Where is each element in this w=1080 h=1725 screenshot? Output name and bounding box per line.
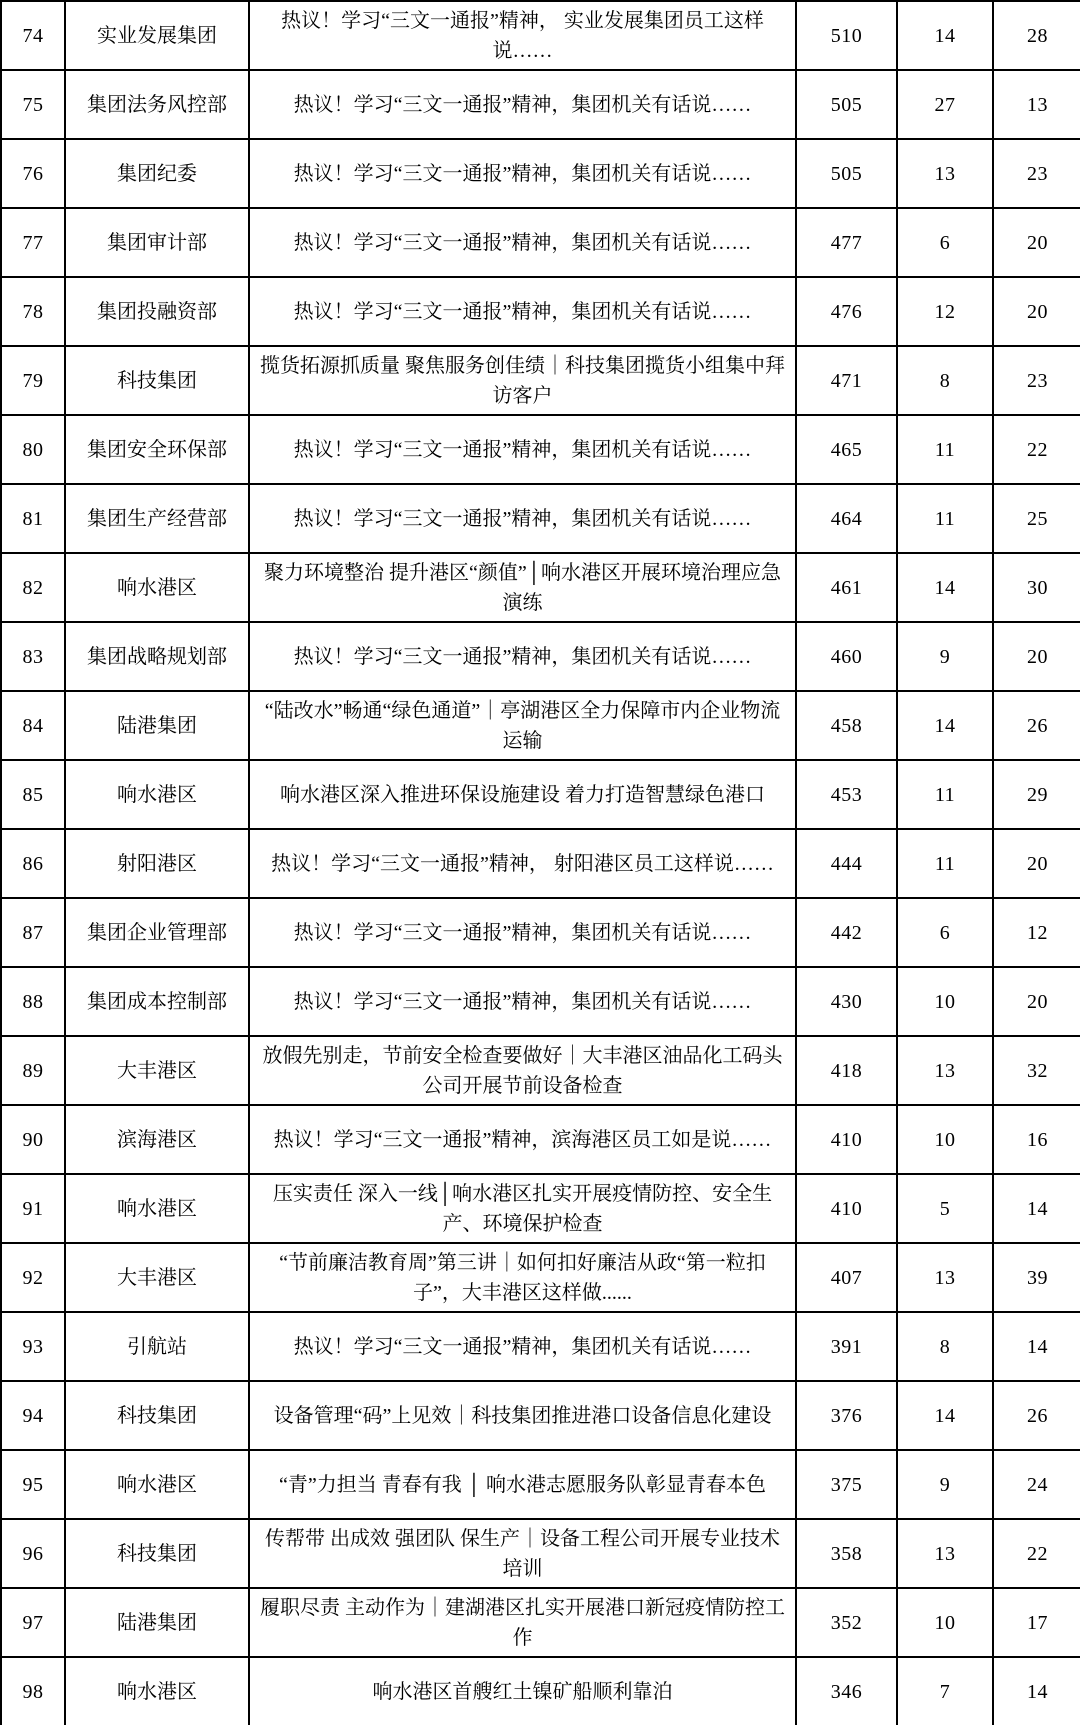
value3-cell: 22 [993,415,1080,484]
table-row [1,1519,1080,1588]
value3-cell: 23 [993,346,1080,415]
unit-name-cell: 集团生产经营部 [65,484,249,553]
value2-cell: 10 [897,1588,993,1657]
unit-name-cell: 大丰港区 [65,1036,249,1105]
value2-cell: 10 [897,1105,993,1174]
row-number-cell: 77 [1,208,65,277]
article-title-cell: 放假先别走，节前安全检查要做好｜大丰港区油品化工码头公司开展节前设备检查 [249,1036,796,1105]
unit-name-cell: 响水港区 [65,1174,249,1243]
unit-name-cell: 响水港区 [65,760,249,829]
table-row [1,208,1080,277]
table-row [1,1657,1080,1725]
row-number-cell: 82 [1,553,65,622]
value1-cell: 444 [796,829,897,898]
article-title-cell: 热议！学习“三文一通报”精神，集团机关有话说…… [249,139,796,208]
value1-cell: 418 [796,1036,897,1105]
table-row [1,691,1080,760]
table-row [1,760,1080,829]
table-row [1,415,1080,484]
unit-name-cell: 滨海港区 [65,1105,249,1174]
article-title-cell: “节前廉洁教育周”第三讲｜如何扣好廉洁从政“第一粒扣子”，大丰港区这样做...... [249,1243,796,1312]
value2-cell: 10 [897,967,993,1036]
value1-cell: 430 [796,967,897,1036]
row-number-cell: 78 [1,277,65,346]
value1-cell: 346 [796,1657,897,1725]
unit-name-cell: 集团成本控制部 [65,967,249,1036]
article-title-cell: 揽货拓源抓质量 聚焦服务创佳绩｜科技集团揽货小组集中拜访客户 [249,346,796,415]
value3-cell: 20 [993,208,1080,277]
article-title-cell: 热议！学习“三文一通报”精神，滨海港区员工如是说…… [249,1105,796,1174]
article-title-cell: 热议！学习“三文一通报”精神，集团机关有话说…… [249,277,796,346]
row-number-cell: 98 [1,1657,65,1725]
article-title-cell: 热议！学习“三文一通报”精神，集团机关有话说…… [249,208,796,277]
row-number-cell: 75 [1,70,65,139]
value3-cell: 24 [993,1450,1080,1519]
unit-name-cell: 集团企业管理部 [65,898,249,967]
article-title-cell: 热议！学习“三文一通报”精神，集团机关有话说…… [249,70,796,139]
value2-cell: 14 [897,1,993,70]
table-row [1,1381,1080,1450]
article-title-cell: “陆改水”畅通“绿色通道”｜亭湖港区全力保障市内企业物流运输 [249,691,796,760]
value3-cell: 26 [993,691,1080,760]
row-number-cell: 97 [1,1588,65,1657]
row-number-cell: 80 [1,415,65,484]
table-row [1,1105,1080,1174]
value2-cell: 13 [897,139,993,208]
report-table-body [1,1,1080,1725]
value3-cell: 16 [993,1105,1080,1174]
value2-cell: 9 [897,1450,993,1519]
value2-cell: 12 [897,277,993,346]
article-title-cell: 响水港区深入推进环保设施建设 着力打造智慧绿色港口 [249,760,796,829]
unit-name-cell: 集团法务风控部 [65,70,249,139]
value1-cell: 410 [796,1174,897,1243]
row-number-cell: 88 [1,967,65,1036]
table-row [1,967,1080,1036]
row-number-cell: 79 [1,346,65,415]
row-number-cell: 93 [1,1312,65,1381]
unit-name-cell: 集团投融资部 [65,277,249,346]
row-number-cell: 84 [1,691,65,760]
article-title-cell: 响水港区首艘红土镍矿船顺利靠泊 [249,1657,796,1725]
unit-name-cell: 响水港区 [65,553,249,622]
value2-cell: 8 [897,346,993,415]
value2-cell: 14 [897,1381,993,1450]
unit-name-cell: 实业发展集团 [65,1,249,70]
value1-cell: 410 [796,1105,897,1174]
row-number-cell: 83 [1,622,65,691]
value1-cell: 358 [796,1519,897,1588]
value2-cell: 14 [897,691,993,760]
value3-cell: 20 [993,622,1080,691]
row-number-cell: 74 [1,1,65,70]
value1-cell: 505 [796,139,897,208]
table-row [1,346,1080,415]
value1-cell: 391 [796,1312,897,1381]
unit-name-cell: 响水港区 [65,1657,249,1725]
unit-name-cell: 科技集团 [65,1519,249,1588]
value3-cell: 20 [993,277,1080,346]
row-number-cell: 76 [1,139,65,208]
row-number-cell: 91 [1,1174,65,1243]
table-row [1,484,1080,553]
table-row [1,70,1080,139]
table-row [1,1450,1080,1519]
value3-cell: 26 [993,1381,1080,1450]
row-number-cell: 96 [1,1519,65,1588]
unit-name-cell: 科技集团 [65,346,249,415]
value3-cell: 14 [993,1312,1080,1381]
article-title-cell: 履职尽责 主动作为｜建湖港区扎实开展港口新冠疫情防控工作 [249,1588,796,1657]
value2-cell: 6 [897,208,993,277]
value3-cell: 12 [993,898,1080,967]
value2-cell: 14 [897,553,993,622]
table-row [1,553,1080,622]
table-row [1,1243,1080,1312]
value3-cell: 17 [993,1588,1080,1657]
value3-cell: 23 [993,139,1080,208]
value1-cell: 477 [796,208,897,277]
value1-cell: 442 [796,898,897,967]
value2-cell: 7 [897,1657,993,1725]
value1-cell: 375 [796,1450,897,1519]
value1-cell: 461 [796,553,897,622]
unit-name-cell: 集团审计部 [65,208,249,277]
value3-cell: 20 [993,967,1080,1036]
value2-cell: 13 [897,1243,993,1312]
value3-cell: 29 [993,760,1080,829]
value3-cell: 20 [993,829,1080,898]
row-number-cell: 87 [1,898,65,967]
article-title-cell: 热议！学习“三文一通报”精神，集团机关有话说…… [249,967,796,1036]
unit-name-cell: 科技集团 [65,1381,249,1450]
value3-cell: 13 [993,70,1080,139]
article-title-cell: 热议！学习“三文一通报”精神，集团机关有话说…… [249,1312,796,1381]
table-row [1,1174,1080,1243]
value2-cell: 13 [897,1036,993,1105]
table-row [1,898,1080,967]
value2-cell: 9 [897,622,993,691]
value1-cell: 505 [796,70,897,139]
table-row [1,139,1080,208]
value2-cell: 27 [897,70,993,139]
value3-cell: 22 [993,1519,1080,1588]
table-row [1,277,1080,346]
row-number-cell: 90 [1,1105,65,1174]
value1-cell: 376 [796,1381,897,1450]
unit-name-cell: 集团战略规划部 [65,622,249,691]
value1-cell: 460 [796,622,897,691]
value2-cell: 11 [897,760,993,829]
unit-name-cell: 响水港区 [65,1450,249,1519]
table-row [1,1,1080,70]
article-title-cell: 压实责任 深入一线│响水港区扎实开展疫情防控、安全生产、环境保护检查 [249,1174,796,1243]
value2-cell: 11 [897,484,993,553]
value1-cell: 453 [796,760,897,829]
row-number-cell: 85 [1,760,65,829]
row-number-cell: 86 [1,829,65,898]
table-row [1,622,1080,691]
value2-cell: 5 [897,1174,993,1243]
article-title-cell: 热议！学习“三文一通报”精神， 射阳港区员工这样说…… [249,829,796,898]
value1-cell: 465 [796,415,897,484]
article-title-cell: 热议！学习“三文一通报”精神，集团机关有话说…… [249,622,796,691]
value2-cell: 6 [897,898,993,967]
table-row [1,829,1080,898]
unit-name-cell: 射阳港区 [65,829,249,898]
value2-cell: 11 [897,829,993,898]
value2-cell: 11 [897,415,993,484]
row-number-cell: 92 [1,1243,65,1312]
value1-cell: 471 [796,346,897,415]
value1-cell: 407 [796,1243,897,1312]
unit-name-cell: 集团纪委 [65,139,249,208]
value3-cell: 39 [993,1243,1080,1312]
article-title-cell: 热议！学习“三文一通报”精神，集团机关有话说…… [249,898,796,967]
value3-cell: 25 [993,484,1080,553]
article-title-cell: 热议！学习“三文一通报”精神，集团机关有话说…… [249,484,796,553]
article-title-cell: 传帮带 出成效 强团队 保生产｜设备工程公司开展专业技术培训 [249,1519,796,1588]
table-row [1,1312,1080,1381]
value3-cell: 14 [993,1657,1080,1725]
table-row [1,1036,1080,1105]
row-number-cell: 95 [1,1450,65,1519]
article-title-cell: “青”力担当 青春有我 │ 响水港志愿服务队彰显青春本色 [249,1450,796,1519]
unit-name-cell: 陆港集团 [65,1588,249,1657]
article-title-cell: 热议！学习“三文一通报”精神， 实业发展集团员工这样说…… [249,1,796,70]
row-number-cell: 94 [1,1381,65,1450]
value1-cell: 352 [796,1588,897,1657]
row-number-cell: 89 [1,1036,65,1105]
unit-name-cell: 大丰港区 [65,1243,249,1312]
table-row [1,1588,1080,1657]
value2-cell: 8 [897,1312,993,1381]
value3-cell: 32 [993,1036,1080,1105]
unit-name-cell: 引航站 [65,1312,249,1381]
value1-cell: 464 [796,484,897,553]
article-title-cell: 热议！学习“三文一通报”精神，集团机关有话说…… [249,415,796,484]
article-title-cell: 聚力环境整治 提升港区“颜值”│响水港区开展环境治理应急演练 [249,553,796,622]
value3-cell: 14 [993,1174,1080,1243]
value2-cell: 13 [897,1519,993,1588]
value1-cell: 510 [796,1,897,70]
value3-cell: 28 [993,1,1080,70]
value1-cell: 476 [796,277,897,346]
row-number-cell: 81 [1,484,65,553]
unit-name-cell: 集团安全环保部 [65,415,249,484]
article-title-cell: 设备管理“码”上见效｜科技集团推进港口设备信息化建设 [249,1381,796,1450]
value3-cell: 30 [993,553,1080,622]
unit-name-cell: 陆港集团 [65,691,249,760]
value1-cell: 458 [796,691,897,760]
